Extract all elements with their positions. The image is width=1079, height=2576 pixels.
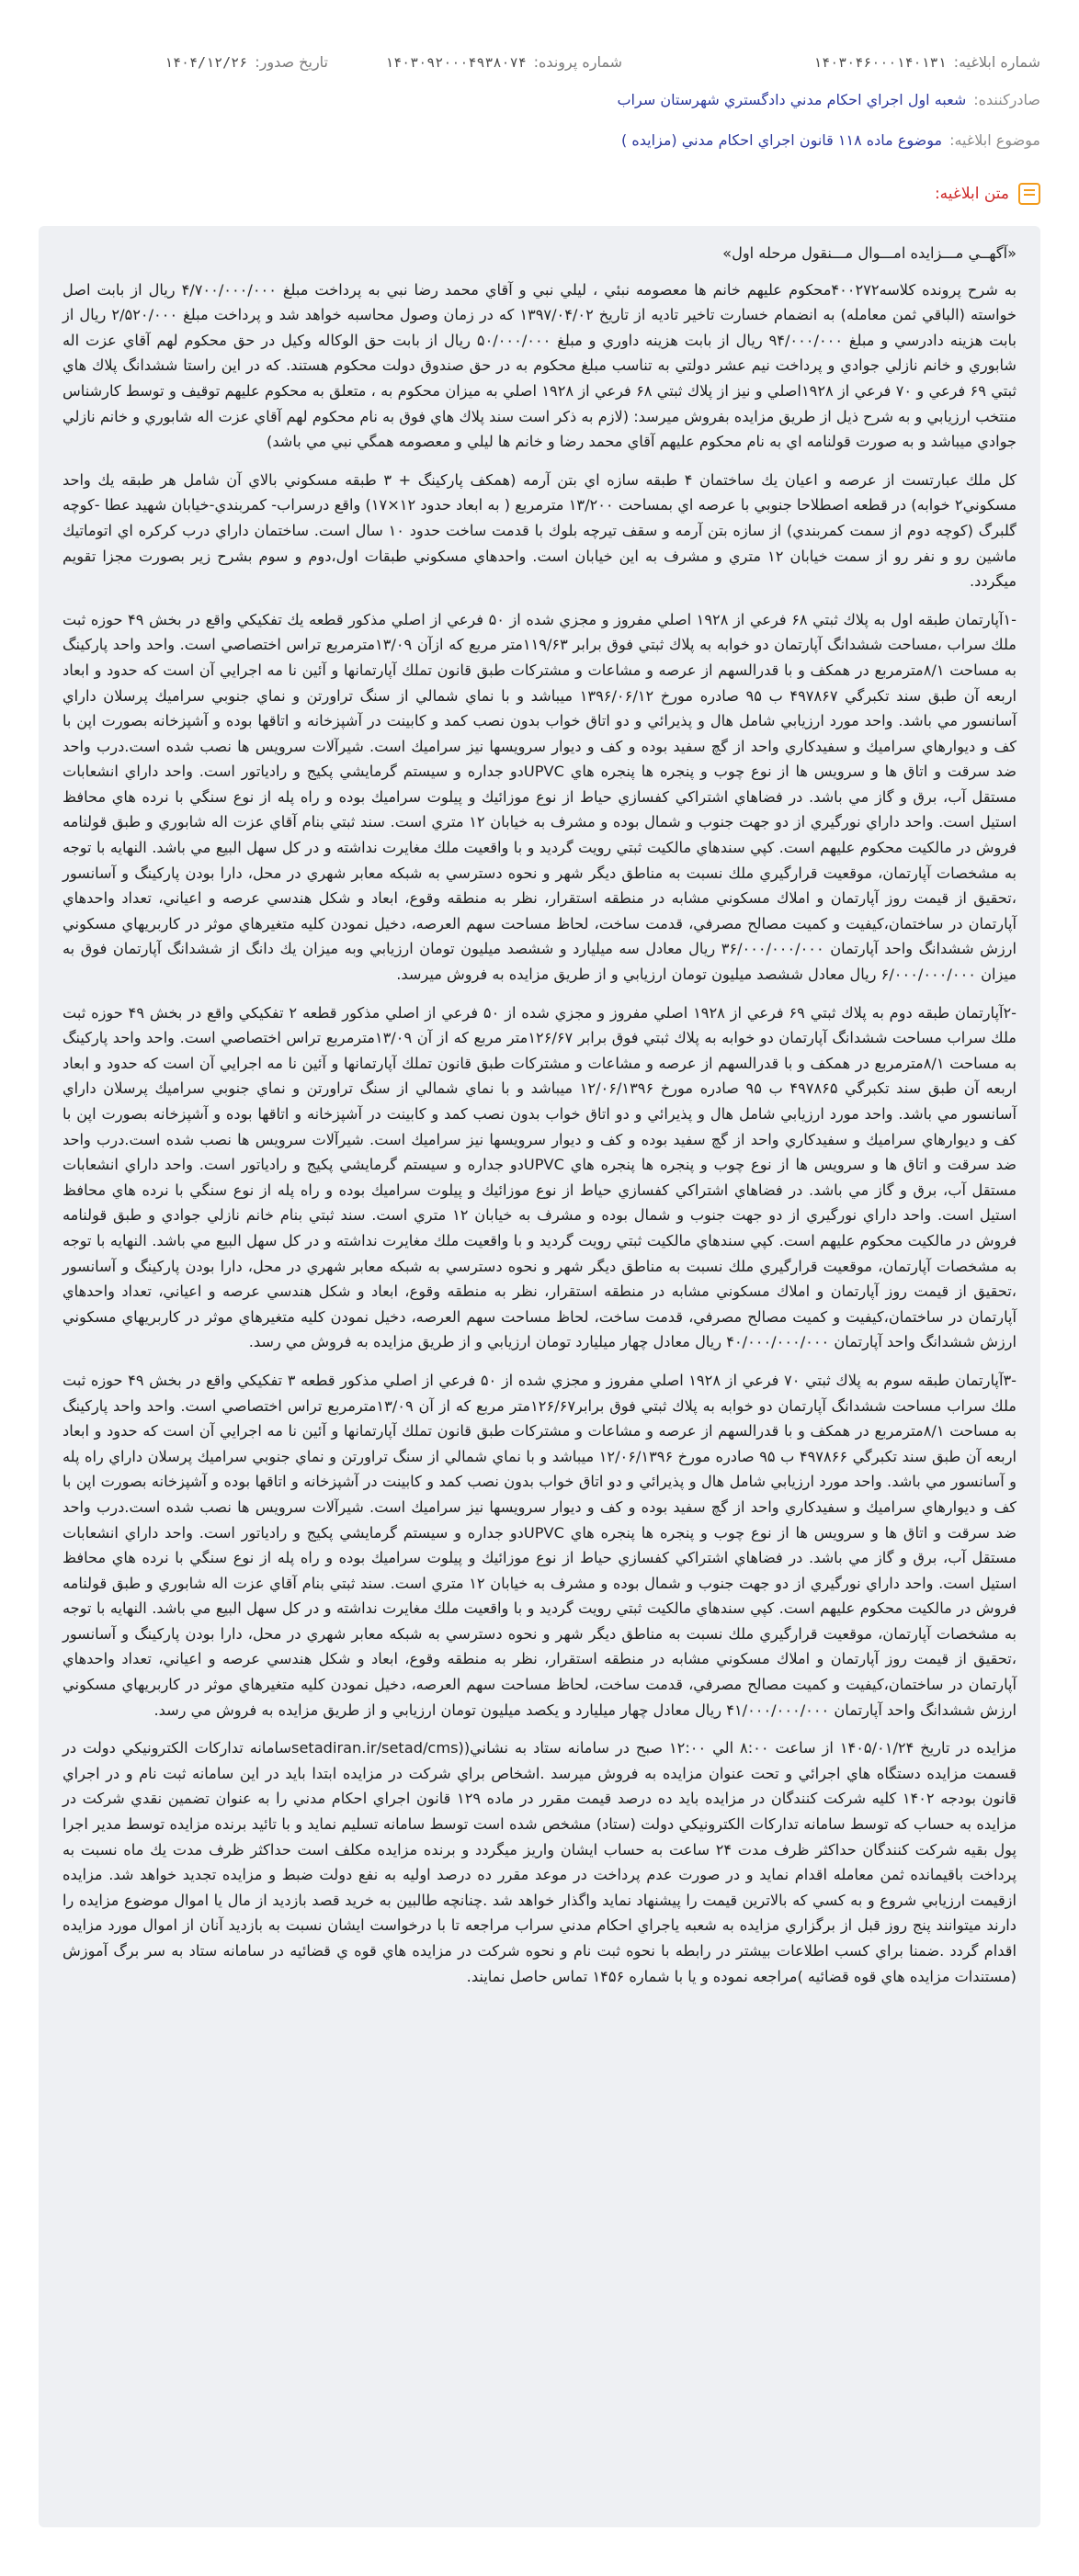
header-meta-row [39,0,1040,73]
notice-text-heading [39,180,1040,208]
subject-label: موضوع ابلاغیه: [949,131,1040,149]
case-number-label: شماره پرونده: [533,53,622,71]
issue-date [39,53,328,72]
paragraph-apartment-1: -۱آپارتمان طبقه اول به پلاك ثبتي ۶۸ فرعي از ۱۹۲۸ اصلي مفروز و مجزي شده از ۵۰ فرعي از اصلي مذكور قطعه يك تفكيكي واقع در بخش ۴۹ حوزه ثبت ملك سراب ،مساحت ششدانگ آپارتمان دو خوابه به پلاك ثبتي فوق برابر ۱۱۹/۶۳متر مربع كه ازآن ۱۳/۰۹مترمربع تراس اختصاصي است. واحد واحد پاركينگ به مساحت ۸/۱مترمربع در همكف و با قدرالسهم از عرصه و مشاعات و مشتركات طبق قانون تملك آپارتمانها و آئين نا مه اجرايي آن است كه حدود و ابعاد اربعه آن طبق سند تكبرگي ۴۹۷۸۶۷ ب ۹۵ صادره مورخ ۱۳۹۶/۰۶/۱۲ ميباشد و با نماي شمالي از سنگ تراورتن و نماي جنوبي سراميك پرسلان داراي آسانسور مي باشد. واحد مورد ارزيابي شامل هال و پذيرائي و دو اتاق خواب بدون نصب كمد و كابينت در آشپزخانه و اتاقها بوده و آشپزخانه بصورت اپن با كف و ديوارهاي سراميك و سفيدكاري واحد از گچ سفيد بوده و كف و ديوار سرويسها نيز سراميك است. شيرآلات سرويس ها نصب شده است.درب واحد ضد سرقت و اتاق ها و سرويس ها از نوع چوب و پنجره ها پنجره هاي UPVCدو جداره و سيستم گرمايشي پكيج و رادياتور است. واحد داراي انشعابات مستقل آب، برق و گاز مي باشد. در فضاهاي اشتراكي كفسازي حياط از نوع موزائيك و پيلوت سراميك بوده و راه پله از نوع سنگي با نرده هاي محافظ استيل است. واحد داراي نورگيري از دو جهت جنوب و شمال بوده و مشرف به خيابان ۱۲ متري است. سند ثبتي بنام آقاي عزت اله شابوري و طبق قولنامه فروش در مالكيت محكوم عليهم است. كپي سندهاي مالكيت ثبتي رويت گرديد و با واقعيت ملك مغايرت نداشته و در كل سهل البيع مي باشد. النهايه با توجه به مشخصات آپارتمان، موقعيت قرارگيري ملك نسبت به مناطق ديگر شهر و نحوه دسترسي به شبكه معابر شهري در محل، دارا بودن پاركينگ و آسانسور ،تحقيق از قيمت روز آپارتمان و املاك مسكوني مشابه در منطقه استقرار، نظر به منطقه وقوع، ابعاد و شكل هندسي عرصه و اعياني، تعداد واحدهاي آپارتمان در ساختمان،كيفيت و كميت مصالح مصرفي، قدمت ساخت، لحاظ مساحت سهم العرصه، دخيل نمودن كليه متغيرهاي موثر در كاربريهاي مسكوني ارزش ششدانگ واحد آپارتمان ۳۶/۰۰۰/۰۰۰/۰۰۰ ريال معادل سه ميليارد و ششصد ميليون تومان ارزيابي وبه ميزان يك دانگ از ششدانگ آپارتمان فوق به ميزان ۶/۰۰۰/۰۰۰/۰۰۰ ريال معادل ششصد ميليون تومان ارزيابي و از طريق مزايده به فروش ميرسد. [62,610,1017,984]
paragraph-building-description: كل ملك عبارتست از عرصه و اعيان يك ساختمان ۴ طبقه سازه اي بتن آرمه (همكف پاركينگ + ۳ طبقه مسكوني بالاي آن شامل هر طبقه يك واحد مسكوني۲ خوابه) در قطعه اصطلاحا جنوبي با عرصه اي بمساحت ۱۳/۲۰۰ مترمربع ( به ابعاد حدود ۱۲×۱۷) واقع درسراب- كمربندي-خيابان شهيد عطا -كوچه گلبرگ (كوچه دوم از سمت كمربندي) از سازه بتن آرمه و سقف تيرچه بلوك با قدمت ساخت حدود ۱۰ سال است. ساختمان داراي درب كركره اي اتوماتيك ماشين رو و نفر رو از سمت خيابان ۱۲ متري و مشرف به اين خيابان است. واحدهاي مسكوني طبقات اول،دوم و سوم بشرح زير بصورت مجزا تقويم ميگردد. [62,470,1017,591]
subject-value: موضوع ماده ۱۱۸ قانون اجراي احكام مدني (مزايده ) [621,131,943,149]
issuer-value: شعبه اول اجراي احكام مدني دادگستري شهرستان سراب [617,91,967,108]
paragraph-case-summary: به شرح پرونده كلاسه۴۰۰۲۷۲محكوم عليهم خانم ها معصومه نبئي ، ليلي نبي و آقاي محمد رضا نبي به پرداخت مبلغ ۴/۷۰۰/۰۰۰/۰۰۰ ريال از بابت اصل خواسته (الباقي ثمن معامله) به انضمام خسارت تاخير تاديه از تاريخ ۱۳۹۷/۰۴/۰۲ كه در زمان وصول محاسبه خواهد شد و پرداخت مبلغ ۲/۵۲۰/۰۰۰ ريال از بابت هزينه دادرسي و مبلغ ۹۴/۰۰۰/۰۰۰ ريال از بابت هزينه داوري و مبلغ ۵۰/۰۰۰/۰۰۰ ريال از بابت حق الوكاله وكيل در حق محكوم لهم آقاي عزت اله شابوري و خانم نازلي جوادي و پرداخت نيم عشر دولتي به تناسب مبلغ محكوم به در حق صندوق دولت محكوم هستند. كه در اين راستا ششدانگ پلاك هاي ثبتي ۶۹ فرعي و ۷۰ فرعي از ۱۹۲۸اصلي و نيز از پلاك ثبتي ۶۸ فرعي از ۱۹۲۸ اصلي به ميزان محكوم به ، متعلق به محكوم عليهم توقيف و توسط كارشناس منتخب ارزيابي و به شرح ذيل از طريق مزايده بفروش ميرسد: (لازم به ذكر است سند پلاك هاي فوق به نام محكوم لهم آقاي عزت اله شابوري و خانم نازلي جوادي ميباشد و به صورت قولنامه اي به نام محكوم عليهم آقاي محمد رضا و خانم ها ليلي و معصومه همگي نبي مي باشد) [62,280,1017,451]
case-number [328,53,622,72]
notice-text-title: متن ابلاغیه: [934,185,1009,203]
paragraph-auction-terms: مزايده در تاريخ ۱۴۰۵/۰۱/۲۴ از ساعت ۸:۰۰ الي ۱۲:۰۰ صبح در سامانه ستاد به نشاني((setadiran.ir/setad/cmsسامانه تداركات الكترونيكي دولت در قسمت مزايده دستگاه هاي اجرائي و تحت عنوان مزايده به فروش ميرسد .اشخاص براي شركت در مزايده ابتدا بايد در اين سامانه ثبت نام و در اجراي قانون بودجه ۱۴۰۲ كليه شركت كنندگان در مزايده بايد ده درصد قيمت مقرر در ماده ۱۲۹ قانون اجراي احكام مدني را به عنوان تضمين نقدي شركت در مزايده به حساب كه توسط سامانه تداركات الكترونيكي دولت (ستاد) مشخص شده است توسط سامانه تسليم نمايد و با تائيد برنده مزايده توسط مدير اجرا پول بقيه شركت كنندگان حداكثر ظرف مدت ۲۴ ساعت به حساب ايشان واريز ميگردد و برنده مزايده مكلف است حداكثر ظرف مدت يك ماه نسبت به پرداخت باقيمانده ثمن معامله اقدام نمايد و در صورت عدم پرداخت در موعد مقرر ده درصد اوليه به نفع دولت ضبط و مزايده تجديد خواهد شد. مزايده ازقيمت ارزيابي شروع و به كسي كه بالاترين قيمت را پيشنهاد نمايد واگذار خواهد شد .چنانچه طالبين به خريد قصد بازديد از مال يا اموال موضوع مزايده را دارند ميتوانند پنج روز قبل از برگزاري مزايده به شعبه ياجراي احكام مدني سراب مراجعه تا با درخواست ايشان نسبت به بازديد آنان از اموال مورد مزايده اقدام گردد .ضمنا براي كسب اطلاعات بيشتر در رابطه با نحوه ثبت نام و نحوه شركت در مزايده هاي قوه ي قضائيه در سامانه ستاد به سر برگ آموزش (مستندات مزايده هاي قوه قضائيه )مراجعه نموده و يا با شماره ۱۴۵۶ تماس حاصل نمايند. [62,1739,1017,1985]
notice-number [622,53,1040,72]
issue-date-label: تاریخ صدور: [255,53,328,71]
ad-title: «آگهــي مـــزايده امـــوال مـــنقول مرحله اول» [722,244,1017,262]
paragraph-apartment-3: -۳آپارتمان طبقه سوم به پلاك ثبتي ۷۰ فرعي از ۱۹۲۸ اصلي مفروز و مجزي شده از ۵۰ فرعي از اصلي مذكور قطعه ۳ تفكيكي واقع در بخش ۴۹ حوزه ثبت ملك سراب مساحت ششدانگ آپارتمان دو خوابه به پلاك ثبتي فوق برابر۱۲۶/۶۷متر مربع كه از آن ۱۳/۰۹مترمربع تراس اختصاصي است. واحد واحد پاركينگ به مساحت ۸/۱مترمربع در همكف و با قدرالسهم از عرصه و مشاعات و مشتركات طبق قانون تملك آپارتمانها و آئين نا مه اجرايي آن است كه حدود و ابعاد اربعه آن طبق سند تكبرگي ۴۹۷۸۶۶ ب ۹۵ صادره مورخ ۱۲/۰۶/۱۳۹۶ ميباشد و با نماي شمالي از سنگ تراورتن و نماي جنوبي سراميك پرسلان داراي راه پله و آسانسور مي باشد. واحد مورد ارزيابي شامل هال و پذيرائي و دو اتاق خواب بدون نصب كمد و كابينت در آشپزخانه و اتاقها بوده و آشپزخانه بصورت اپن با كف و ديوارهاي سراميك و سفيدكاري واحد از گچ سفيد بوده و كف و ديوار سرويسها نيز سراميك است. شيرآلات سرويس ها نصب شده است.درب واحد ضد سرقت و اتاق ها و سرويس ها از نوع چوب و پنجره ها پنجره هاي UPVCدو جداره و سيستم گرمايشي پكيج و رادياتور است. واحد داراي انشعابات مستقل آب، برق و گاز مي باشد. در فضاهاي اشتراكي كفسازي حياط از نوع موزائيك و پيلوت سراميك بوده و راه پله از نوع سنگي با نرده هاي محافظ استيل است. واحد داراي نورگيري از دو جهت جنوب و شمال بوده و مشرف به خيابان ۱۲ متري است. سند ثبتي بنام آقاي عزت اله شابوري و طبق قولنامه فروش در مالكيت محكوم عليهم است. كپي سندهاي مالكيت ثبتي رويت گرديد و با واقعيت ملك مغايرت نداشته و در كل سهل البيع مي باشد. النهايه با توجه به مشخصات آپارتمان، موقعيت قرارگيري ملك نسبت به مناطق ديگر شهر و نحوه دسترسي به شبكه معابر شهري در محل، دارا بودن پاركينگ و آسانسور ،تحقيق از قيمت روز آپارتمان و املاك مسكوني مشابه در منطقه استقرار، نظر به منطقه وقوع، ابعاد و شكل هندسي عرصه و اعياني، تعداد واحدهاي آپارتمان در ساختمان،كيفيت و كميت مصالح مصرفي، قدمت ساخت، لحاظ مساحت سهم العرصه، دخيل نمودن كليه متغيرهاي موثر در كاربريهاي مسكوني ارزش ششدانگ واحد آپارتمان ۴۱/۰۰۰/۰۰۰/۰۰۰ ريال معادل چهار ميليارد و يكصد ميليون تومان ارزيابي و از طريق مزايده به فروش مي رسد. [62,1371,1017,1719]
notice-number-label: شماره ابلاغیه: [953,53,1040,71]
issuer-row [39,73,1040,114]
notice-number-value: ۱۴۰۳۰۴۶۰۰۰۱۴۰۱۳۱ [813,54,947,71]
paragraph-apartment-2: -۲آپارتمان طبقه دوم به پلاك ثبتي ۶۹ فرعي از ۱۹۲۸ اصلي مفروز و مجزي شده از ۵۰ فرعي از اصلي مذكور قطعه ۲ تفكيكي واقع در بخش ۴۹ حوزه ثبت ملك سراب مساحت ششدانگ آپارتمان دو خوابه به پلاك ثبتي فوق برابر ۱۲۶/۶۷متر مربع كه از آن ۱۳/۰۹مترمربع تراس اختصاصي است. واحد واحد پاركينگ به مساحت ۸/۱مترمربع در همكف و با قدرالسهم از عرصه و مشاعات و مشتركات طبق قانون تملك آپارتمانها و آئين نا مه اجرايي آن است كه حدود و ابعاد اربعه آن طبق سند تكبرگي ۴۹۷۸۶۵ ب ۹۵ صادره مورخ ۱۲/۰۶/۱۳۹۶ ميباشد و با نماي شمالي از سنگ تراورتن و نماي جنوبي سراميك پرسلان داراي آسانسور مي باشد. واحد مورد ارزيابي شامل هال و پذيرائي و دو اتاق خواب بدون نصب كمد و كابينت در آشپزخانه و اتاقها بوده و آشپزخانه بصورت اپن با كف و ديوارهاي سراميك و سفيدكاري واحد از گچ سفيد بوده و كف و ديوار سرويسها نيز سراميك است. شيرآلات سرويس ها نصب شده است.درب واحد ضد سرقت و اتاق ها و سرويس ها از نوع چوب و پنجره ها پنجره هاي UPVCدو جداره و سيستم گرمايشي پكيج و رادياتور است. واحد داراي انشعابات مستقل آب، برق و گاز مي باشد. در فضاهاي اشتراكي كفسازي حياط از نوع موزائيك و پيلوت سراميك بوده و راه پله از نوع سنگي با نرده هاي محافظ استيل است. واحد داراي نورگيري از دو جهت جنوب و شمال بوده و مشرف به خيابان ۱۲ متري است. سند ثبتي بنام خانم نازلي جوادي و طبق قولنامه فروش در مالكيت محكوم عليهم است. كپي سندهاي مالكيت ثبتي رويت گرديد و با واقعيت ملك مغايرت نداشته و در كل سهل البيع مي باشد. النهايه با توجه به مشخصات آپارتمان، موقعيت قرارگيري ملك نسبت به مناطق ديگر شهر و نحوه دسترسي به شبكه معابر شهري در محل، دارا بودن پاركينگ و آسانسور ،تحقيق از قيمت روز آپارتمان و املاك مسكوني مشابه در منطقه استقرار، نظر به منطقه وقوع، ابعاد و شكل هندسي عرصه و اعياني، تعداد واحدهاي آپارتمان در ساختمان،كيفيت و كميت مصالح مصرفي، قدمت ساخت، لحاظ مساحت سهم العرصه، دخيل نمودن كليه متغيرهاي موثر در كاربريهاي مسكوني ارزش ششدانگ واحد آپارتمان ۴۰/۰۰۰/۰۰۰/۰۰۰ ريال معادل چهار ميليارد تومان ارزيابي و از طريق مزايده به فروش مي رسد. [62,1003,1017,1351]
case-number-value: ۱۴۰۳۰۹۲۰۰۰۴۹۳۸۰۷۴ [385,54,527,71]
issuer-label: صادرکننده: [973,91,1040,108]
issue-date-value: ۱۴۰۴/۱۲/۲۶ [164,54,248,71]
document-icon [1018,183,1040,205]
notice-body [39,226,1040,2527]
subject-row [39,114,1040,154]
